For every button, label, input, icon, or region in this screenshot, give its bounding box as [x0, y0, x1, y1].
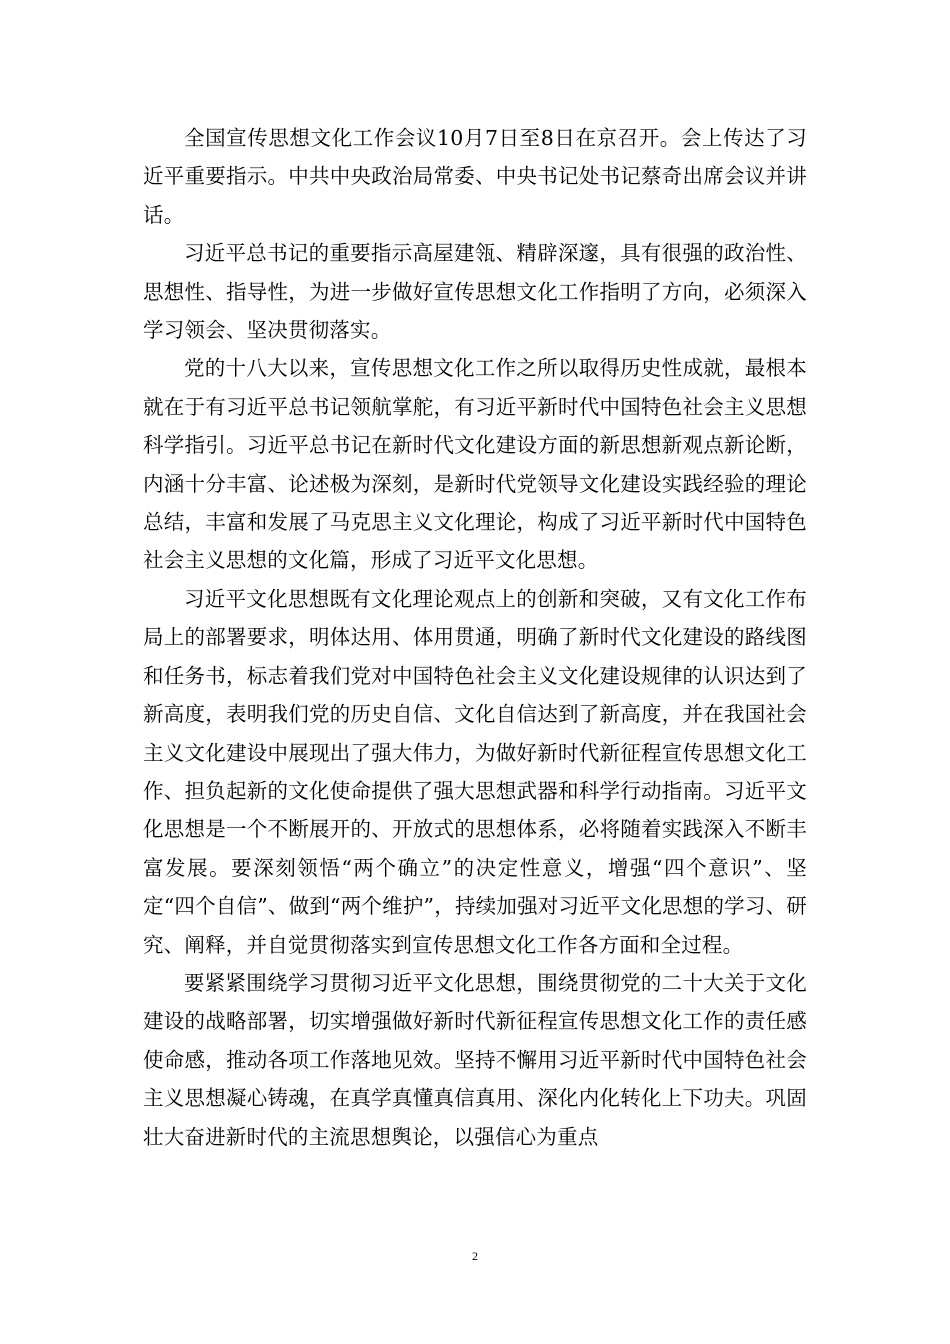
page-number: 2 — [472, 1249, 478, 1263]
paragraph-2: 习近平总书记的重要指示高屋建瓴、精辟深邃，具有很强的政治性、思想性、指导性，为进一步做好宣传思想文化工作指明了方向，必须深入学习领会、坚决贯彻落实。 — [143, 241, 807, 343]
paragraph-3: 党的十八大以来，宣传思想文化工作之所以取得历史性成就，最根本就在于有习近平总书记领航掌舵，有习近平新时代中国特色社会主义思想科学指引。习近平总书记在新时代文化建设方面的新思想新观点新论断，内涵十分丰富、论述极为深刻，是新时代党领导文化建设实践经验的理论总结，丰富和发展了马克思主义文化理论，构成了习近平新时代中国特色社会主义思想的文化篇，形成了习近平文化思想。 — [143, 356, 807, 573]
document-body — [143, 119, 807, 1156]
paragraph-5: 要紧紧围绕学习贯彻习近平文化思想，围绕贯彻党的二十大关于文化建设的战略部署，切实增强做好新时代新征程宣传思想文化工作的责任感使命感，推动各项工作落地见效。坚持不懈用习近平新时代中国特色社会主义思想凝心铸魂，在真学真懂真信真用、深化内化转化上下功夫。巩固壮大奋进新时代的主流思想舆论，以强信心为重点 — [143, 970, 807, 1149]
paragraph-4: 习近平文化思想既有文化理论观点上的创新和突破，又有文化工作布局上的部署要求，明体达用、体用贯通，明确了新时代文化建设的路线图和任务书，标志着我们党对中国特色社会主义文化建设规律的认识达到了新高度，表明我们党的历史自信、文化自信达到了新高度，并在我国社会主义文化建设中展现出了强大伟力，为做好新时代新征程宣传思想文化工作、担负起新的文化使命提供了强大思想武器和科学行动指南。习近平文化思想是一个不断展开的、开放式的思想体系，必将随着实践深入不断丰富发展。要深刻领悟“两个确立”的决定性意义，增强“四个意识”、坚定“四个自信”、做到“两个维护”，持续加强对习近平文化思想的学习、研究、阐释，并自觉贯彻落实到宣传思想文化工作各方面和全过程。 — [143, 586, 807, 957]
paragraph-1: 全国宣传思想文化工作会议10月7日至8日在京召开。会上传达了习近平重要指示。中共中央政治局常委、中央书记处书记蔡奇出席会议并讲话。 — [143, 126, 807, 227]
